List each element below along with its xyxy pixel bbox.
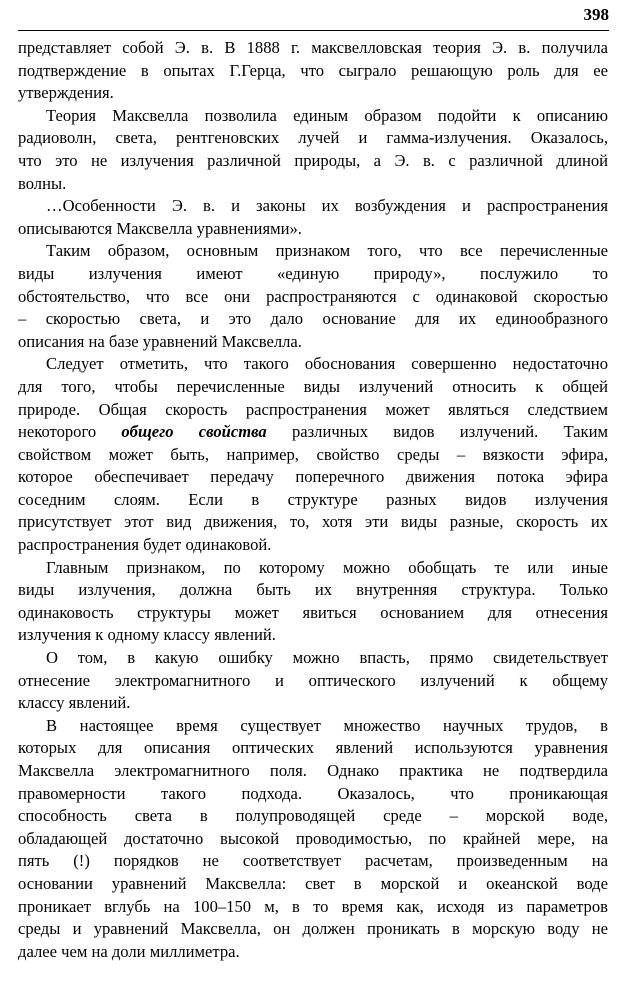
text-line: обладающей достаточно высокой проводимостью, по крайней мере, на xyxy=(18,828,608,848)
text-line: Главным признаком, по которому можно обобщать те или иные xyxy=(46,557,608,577)
text-line: описываются Максвелла уравнениями». xyxy=(18,218,302,238)
text-line: природе. Общая скорость распространения может являться следствием xyxy=(18,399,608,419)
header-rule xyxy=(18,30,609,31)
text-line: которых для описания оптических явлений используются уравнения xyxy=(18,738,608,758)
text-line: В настоящее время существует множество научных трудов, в xyxy=(46,715,608,735)
text-line: основании уравнений Максвелла: свет в морской и океанской воде xyxy=(18,873,608,893)
text-line: виды излучения, должна быть их внутренняя структура. Только xyxy=(18,580,608,600)
text-line: проникает вглубь на 100–150 м, в то время как, исходя из параметров xyxy=(18,896,608,916)
text-line: далее чем на доли миллиметра. xyxy=(18,941,240,961)
text-line: соседним слоям. Если в структуре разных видов излучения xyxy=(18,489,608,509)
text-line: подтверждение в опытах Г.Герца, что сыграло решающую роль для ее xyxy=(18,60,608,80)
text-line: распространения будет одинаковой. xyxy=(18,535,272,555)
text-line: что это не излучения различной природы, а Э. в. с различной длиной xyxy=(18,150,608,170)
text-line: классу явлений. xyxy=(18,693,131,713)
emphasized-phrase: общего свойства xyxy=(121,422,267,442)
text-line: волны. xyxy=(18,173,67,193)
body-text xyxy=(18,37,608,963)
text-line xyxy=(18,421,608,444)
text-line: виды излучения имеют «единую природу», послужило то xyxy=(18,263,608,283)
text-line: присутствует этот вид движения, то, хотя эти виды разные, скорость их xyxy=(18,512,608,532)
text-line: способность света в полупроводящей среде – морской воде, xyxy=(18,806,608,826)
text-line: обстоятельство, что все они распространяются с одинаковой скоростью xyxy=(18,286,608,306)
text-line: свойством может быть, например, свойство среды – вязкости эфира, xyxy=(18,444,608,464)
text-line: О том, в какую ошибку можно впасть, прямо свидетельствует xyxy=(46,648,608,668)
text-line: …Особенности Э. в. и законы их возбуждения и распространения xyxy=(46,196,608,216)
text-line: среды и уравнений Максвелла, он должен проникать в морскую воду не xyxy=(18,919,608,939)
text-line: отнесение электромагнитного и оптического излучений к общему xyxy=(18,670,608,690)
text-line: одинаковость структуры может явиться основанием для отнесения xyxy=(18,602,608,622)
text-line: излучения к одному классу явлений. xyxy=(18,625,276,645)
text-segment: различных видов излучений. Таким xyxy=(266,422,608,442)
text-line: пять (!) порядков не соответствует расчетам, произведенным на xyxy=(18,851,608,871)
text-line: Следует отметить, что такого обоснования совершенно недостаточно xyxy=(46,354,608,374)
text-segment: некоторого xyxy=(18,422,122,442)
text-line: Таким образом, основным признаком того, что все перечисленные xyxy=(46,241,608,261)
text-line: которое обеспечивает передачу поперечного движения потока эфира xyxy=(18,467,608,487)
text-line: Теория Максвелла позволила единым образом подойти к описанию xyxy=(46,105,608,125)
text-line: радиоволн, света, рентгеновских лучей и гамма-излучения. Оказалось, xyxy=(18,128,608,148)
text-line: утверждения. xyxy=(18,83,114,103)
text-line: для того, чтобы перечисленные виды излучений относить к общей xyxy=(18,376,608,396)
text-line: – скоростью света, и это дало основание для их единообразного xyxy=(18,309,608,329)
text-line: представляет собой Э. в. В 1888 г. максвелловская теория Э. в. получила xyxy=(18,38,608,57)
text-line: правомерности такого подхода. Оказалось, что проникающая xyxy=(18,783,608,803)
page-number: 398 xyxy=(583,5,609,24)
text-line: описания на базе уравнений Максвелла. xyxy=(18,331,302,351)
text-line: Максвелла электромагнитного поля. Однако практика не подтвердила xyxy=(18,761,608,780)
